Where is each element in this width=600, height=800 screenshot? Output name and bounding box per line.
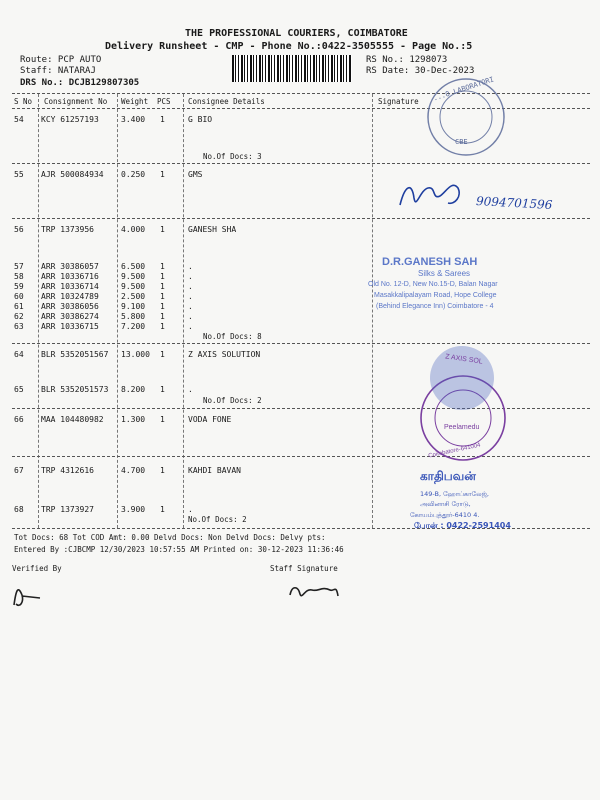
row-weight: 7.200	[121, 322, 146, 331]
row-consignment: KCY 61257193	[41, 115, 99, 124]
row-docs: No.Of Docs: 2	[188, 515, 247, 524]
row-consignment: BLR 5352051567	[41, 350, 109, 359]
ganesh-stamp-line: (Behind Elegance Inn) Coimbatore - 4	[376, 303, 494, 310]
row-sno: 58	[14, 272, 24, 281]
row-weight: 13.000	[121, 350, 150, 359]
col-sno: S No	[14, 97, 33, 106]
row-consignee: .	[188, 272, 193, 281]
row-pcs: 1	[160, 272, 165, 281]
row-weight: 4.700	[121, 466, 146, 475]
kadhi-stamp-phone: போன் : 0422-2591404	[414, 521, 511, 530]
row-consignee: .	[188, 302, 193, 311]
row-consignee: .	[188, 292, 193, 301]
row-consignment: TRP 1373956	[41, 225, 94, 234]
ganesh-stamp-line: Old No. 12-D, New No.15-D, Balan Nagar	[368, 281, 498, 288]
ganesh-stamp-name: D.R.GANESH SAH	[382, 256, 478, 268]
row-consignee: .	[188, 282, 193, 291]
row-consignee: .	[188, 322, 193, 331]
row-weight: 2.500	[121, 292, 146, 301]
row-consignment: BLR 5352051573	[41, 385, 109, 394]
entered-by-line: Entered By :CJBCMP 12/30/2023 10:57:55 AM Printed on: 30-12-2023 11:36:46	[14, 545, 344, 554]
row-sno: 55	[14, 170, 24, 179]
handwritten-signature	[400, 185, 459, 205]
row-pcs: 1	[160, 282, 165, 291]
row-weight: 0.250	[121, 170, 146, 179]
row-pcs: 1	[160, 415, 165, 424]
row-consignment: TRP 4312616	[41, 466, 94, 475]
row-docs: No.Of Docs: 3	[203, 152, 262, 161]
row-consignment: ARR 30386057	[41, 262, 99, 271]
row-weight: 9.100	[121, 302, 146, 311]
row-sno: 57	[14, 262, 24, 271]
staff-label: Staff: NATARAJ	[20, 66, 96, 76]
route-label: Route: PCP AUTO	[20, 55, 102, 65]
row-pcs: 1	[160, 292, 165, 301]
row-weight: 9.500	[121, 282, 146, 291]
row-pcs: 1	[160, 225, 165, 234]
handwritten-phone: 9094701596	[475, 194, 553, 212]
company-title: THE PROFESSIONAL COURIERS, COIMBATORE	[185, 28, 408, 39]
row-pcs: 1	[160, 312, 165, 321]
ganesh-stamp-line: Masakkalipalayam Road, Hope College	[374, 292, 497, 299]
row-weight: 9.500	[121, 272, 146, 281]
row-consignee: .	[188, 262, 193, 271]
row-consignment: ARR 30386274	[41, 312, 99, 321]
row-pcs: 1	[160, 302, 165, 311]
row-consignee: Z AXIS SOLUTION	[188, 350, 261, 359]
row-weight: 3.900	[121, 505, 146, 514]
row-pcs: 1	[160, 466, 165, 475]
col-weight: Weight	[121, 97, 149, 106]
row-weight: 1.300	[121, 415, 146, 424]
row-consignment: ARR 10324789	[41, 292, 99, 301]
row-sno: 59	[14, 282, 24, 291]
row-pcs: 1	[160, 385, 165, 394]
row-pcs: 1	[160, 170, 165, 179]
kadhi-stamp-line: கோயம்புத்தூர்-6410 4.	[410, 511, 480, 519]
z-axis-stamp-top: Z AXIS SOL	[444, 353, 484, 366]
row-consignee: KAHDI BAVAN	[188, 466, 241, 475]
row-sno: 54	[14, 115, 24, 124]
kadhi-stamp-line: அவினாசி ரோடு,	[420, 500, 471, 508]
col-pcs: PCS	[157, 97, 171, 106]
row-pcs: 1	[160, 350, 165, 359]
row-consignment: TRP 1373927	[41, 505, 94, 514]
row-consignee: GANESH SHA	[188, 225, 237, 234]
ganesh-stamp-line: Silks & Sarees	[418, 269, 471, 278]
row-consignee: .	[188, 505, 193, 514]
row-weight: 3.400	[121, 115, 146, 124]
row-consignee: GMS	[188, 170, 203, 179]
row-consignee: .	[188, 312, 193, 321]
row-consignee: VODA FONE	[188, 415, 232, 424]
z-axis-stamp-bottom: Coimbatore-641004	[427, 442, 482, 460]
row-consignment: MAA 104480982	[41, 415, 104, 424]
row-sno: 67	[14, 466, 24, 475]
row-sno: 62	[14, 312, 24, 321]
row-pcs: 1	[160, 322, 165, 331]
row-sno: 64	[14, 350, 24, 359]
rs-number: RS No.: 1298073	[366, 55, 448, 65]
row-consignment: ARR 30386056	[41, 302, 99, 311]
row-weight: 5.800	[121, 312, 146, 321]
row-pcs: 1	[160, 262, 165, 271]
row-pcs: 1	[160, 505, 165, 514]
row-sno: 65	[14, 385, 24, 394]
row-weight: 8.200	[121, 385, 146, 394]
row-sno: 56	[14, 225, 24, 234]
verified-signature	[14, 590, 40, 605]
row-consignment: ARR 10336715	[41, 322, 99, 331]
row-consignment: ARR 10336716	[41, 272, 99, 281]
totals-line: Tot Docs: 68 Tot COD Amt: 0.00 Delvd Docs: Non Delvd Docs: Delvy pts:	[14, 533, 326, 542]
row-sno: 66	[14, 415, 24, 424]
z-axis-stamp-mid: Peelamedu	[444, 424, 480, 431]
col-consignment: Consignment No	[44, 97, 108, 106]
rs-date: RS Date: 30-Dec-2023	[366, 66, 475, 76]
verified-by-label: Verified By	[12, 564, 62, 573]
staff-signature-label: Staff Signature	[270, 564, 338, 573]
row-docs: No.Of Docs: 8	[203, 332, 262, 341]
row-weight: 6.500	[121, 262, 146, 271]
row-sno: 60	[14, 292, 24, 301]
row-sno: 63	[14, 322, 24, 331]
row-consignee: .	[188, 385, 193, 394]
row-sno: 61	[14, 302, 24, 311]
col-signature: Signature	[378, 97, 419, 106]
row-consignment: AJR 500084934	[41, 170, 104, 179]
kadhi-stamp-name: காதிபவன்	[420, 469, 476, 483]
lab-stamp-text: ...O LABORATORI	[432, 75, 495, 103]
row-consignment: ARR 10336714	[41, 282, 99, 291]
row-pcs: 1	[160, 115, 165, 124]
row-weight: 4.000	[121, 225, 146, 234]
kadhi-stamp-line: 149-B, ஹோப்காலேஜ்,	[420, 490, 489, 498]
staff-signature	[290, 588, 338, 596]
drs-number: DRS No.: DCJB129807305	[20, 78, 140, 88]
row-docs: No.Of Docs: 2	[203, 396, 262, 405]
row-sno: 68	[14, 505, 24, 514]
row-consignee: G BIO	[188, 115, 213, 124]
col-consignee: Consignee Details	[188, 97, 265, 106]
lab-stamp-text-2: CBE	[455, 138, 468, 146]
runsheet-subtitle: Delivery Runsheet - CMP - Phone No.:0422-3505555 - Page No.:5	[105, 41, 473, 52]
